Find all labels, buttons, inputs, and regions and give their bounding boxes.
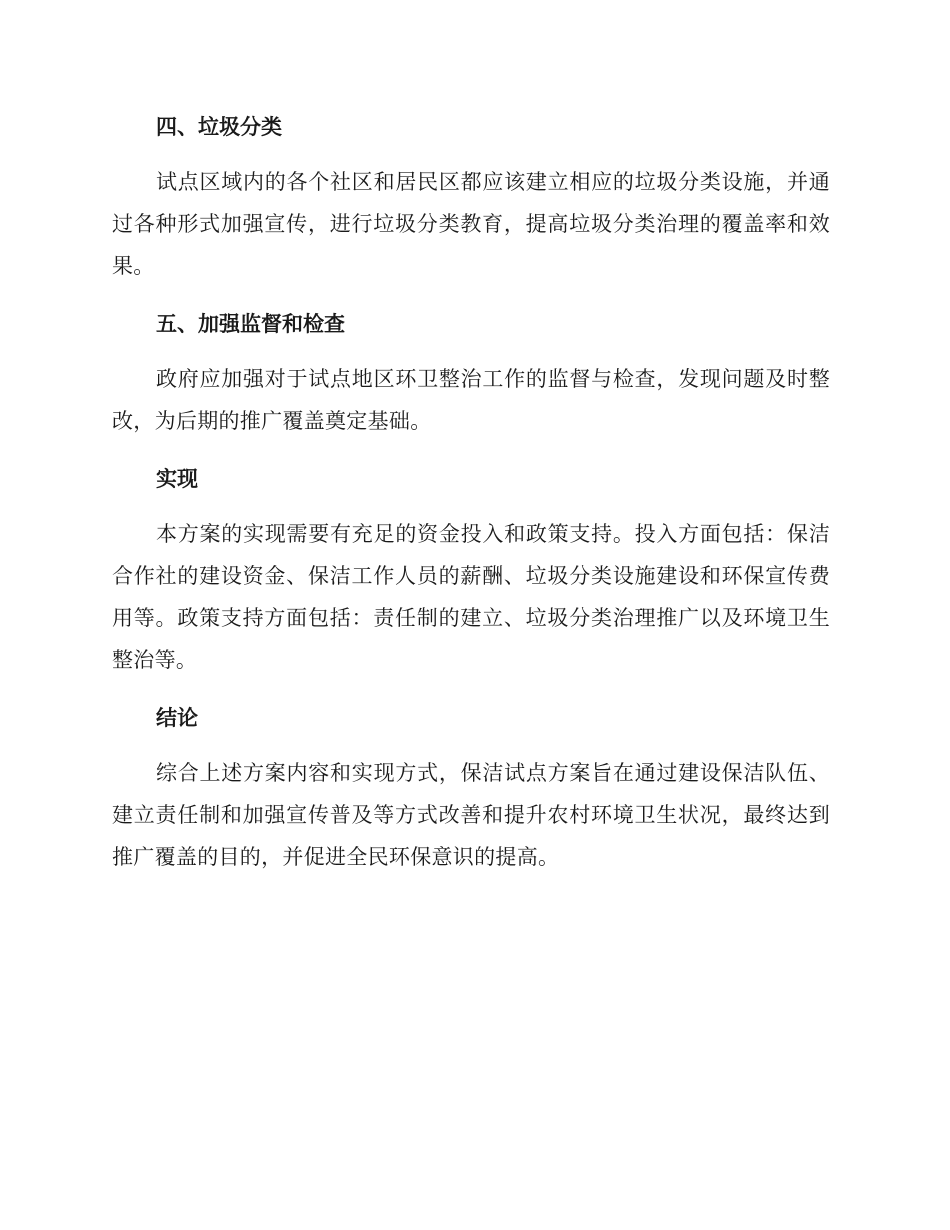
section-paragraph-implementation: 本方案的实现需要有充足的资金投入和政策支持。投入方面包括：保洁合作社的建设资金、保洁工作人员的薪酬、垃圾分类设施建设和环保宣传费用等。政策支持方面包括：责任制的建立、垃圾分类治理推广以及环境卫生整治等。 [112,522,830,672]
section-heading-implementation: 实现 [156,467,198,491]
section-heading-garbage-sorting: 四、垃圾分类 [156,115,282,139]
section-heading-supervision: 五、加强监督和检查 [156,312,345,336]
section-paragraph-garbage-sorting: 试点区域内的各个社区和居民区都应该建立相应的垃圾分类设施，并通过各种形式加强宣传，进行垃圾分类教育，提高垃圾分类治理的覆盖率和效果。 [112,170,830,278]
section-paragraph-conclusion: 综合上述方案内容和实现方式，保洁试点方案旨在通过建设保洁队伍、建立责任制和加强宣传普及等方式改善和提升农村环境卫生状况，最终达到推广覆盖的目的，并促进全民环保意识的提高。 [112,761,830,869]
section-heading-conclusion: 结论 [156,706,198,730]
section-paragraph-supervision: 政府应加强对于试点地区环卫整治工作的监督与检查，发现问题及时整改，为后期的推广覆盖奠定基础。 [112,367,830,433]
